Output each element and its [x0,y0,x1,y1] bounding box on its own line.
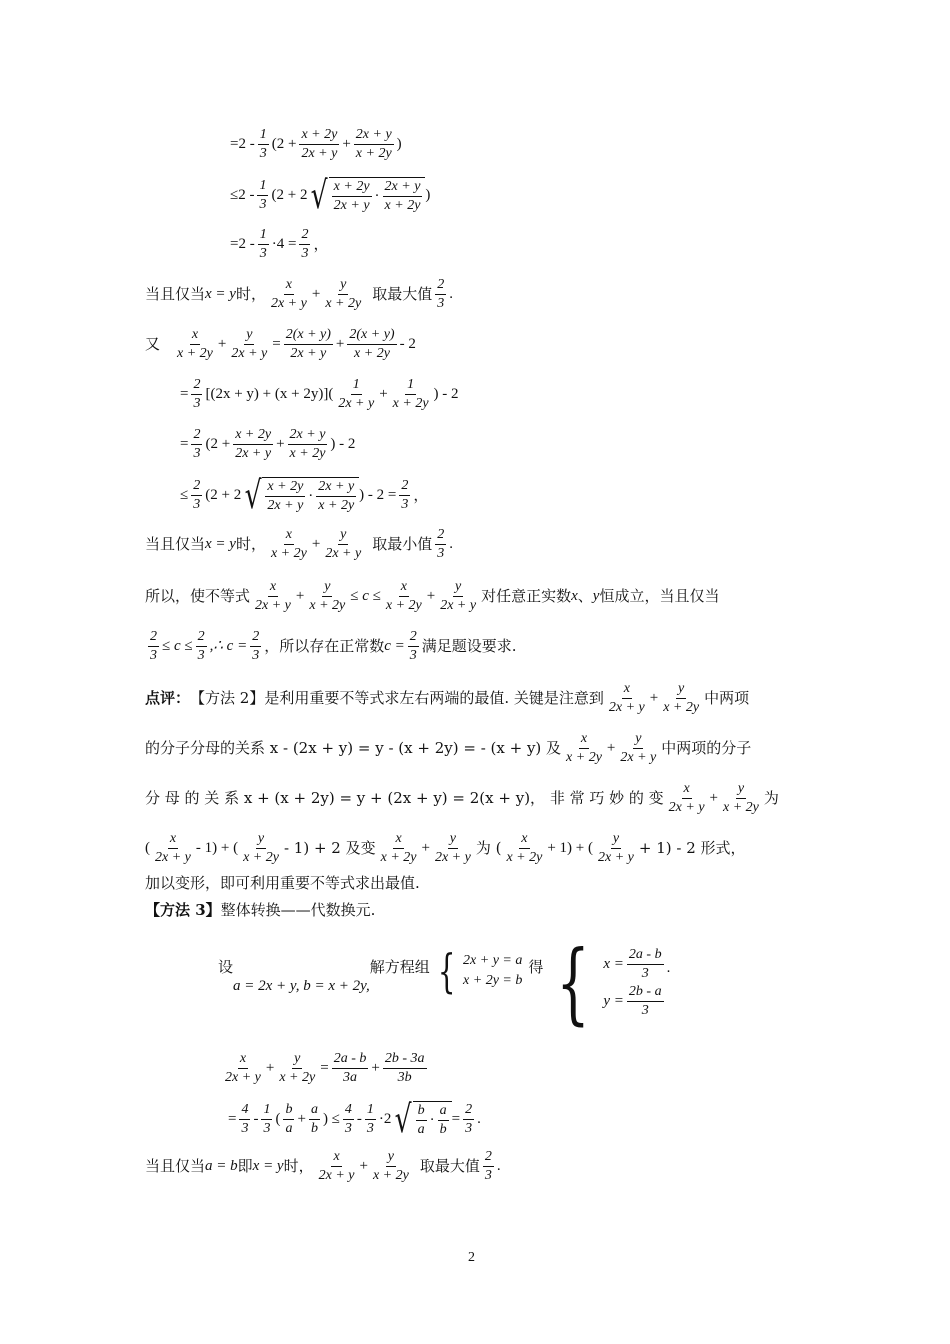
fraction: $\frac{x}{2x + y}$ [155,831,191,865]
fraction: $\frac{2a - b}{3a}$ [333,1051,367,1085]
math: ,∴ c = [209,638,248,654]
text: 当且仅当 [145,1157,206,1175]
eq-text: ·2 [378,1110,392,1127]
text: . [477,1110,481,1127]
text: + 1) - 2 形式， [638,839,746,857]
math: x = y [252,1158,284,1174]
sqrt-sign: √ [311,173,329,217]
fraction: $\frac{1}{2x + y}$ [338,377,375,411]
fraction: $\frac{x + 2y}{2x + y}$ [301,127,338,161]
sqrt: √ $\frac{x + 2y}{2x + y}$ · $\frac{2x + y}{x + 2y}$ [241,476,359,514]
eq-text: ， [313,235,329,253]
plus: + [379,386,388,402]
text: . [449,286,453,302]
plus: + [709,790,719,806]
fraction: $\frac{2(x + y)}{2x + y}$ [285,327,331,361]
fraction: $\frac{x}{x + 2y}$ [270,527,307,561]
fraction: $\frac{2x + y}{x + 2y}$ [318,479,355,513]
text: 当且仅当 [145,285,206,303]
fraction: $\frac{y}{2x + y}$ [440,579,477,613]
text: ( [145,840,150,856]
fraction: $\frac{x}{2x + y}$ [318,1149,355,1183]
plus: + [295,588,305,604]
eq-prefix: =2 - [230,236,255,252]
math: ≤ c ≤ [350,588,381,604]
plus: + [371,1060,380,1076]
math: x = y [205,286,236,302]
fraction: $\frac{a}{b}$ [439,1103,447,1137]
condition-line-2 [145,528,453,561]
text: 时， [235,285,266,303]
text: 取最大值 [419,1157,480,1175]
text: ，所以存在正常数 [264,637,385,655]
plus: + [606,740,616,756]
fraction: $\frac{2a - b}{3}$ [628,947,662,981]
equals: = [272,336,281,352]
solution-system [543,931,671,1034]
comment-label: 点评： [145,689,191,707]
fraction: $\frac{1}{3}$ [259,227,267,261]
fraction: $\frac{y}{x + 2y}$ [723,781,759,815]
fraction: $\frac{1}{3}$ [259,127,267,161]
fraction: $\frac{x + 2y}{2x + y}$ [267,479,304,513]
fraction: $\frac{x}{x + 2y}$ [385,579,422,613]
fraction: $\frac{x + 2y}{2x + y}$ [333,179,370,213]
fraction: $\frac{2x + y}{x + 2y}$ [289,427,326,461]
text: 所以，使不等式 [145,587,251,605]
fraction: $\frac{1}{3}$ [263,1101,271,1136]
system-row: 2x + y = a [463,953,523,968]
text: 当且仅当 [145,535,206,553]
plus: + [649,690,659,706]
math: a = b [205,1158,238,1174]
brace: { [437,944,456,998]
eq-text: (2 + [271,136,297,152]
fraction: $\frac{2}{3}$ [150,629,157,663]
fraction: $\frac{2}{3}$ [437,277,445,311]
text: . [666,960,671,976]
fraction: $\frac{y}{x + 2y}$ [372,1149,409,1183]
fraction: $\frac{1}{x + 2y}$ [392,377,429,411]
fraction: $\frac{x}{x + 2y}$ [177,327,213,361]
conclusion-line-1 [145,580,719,613]
fraction: $\frac{x}{2x + y}$ [668,781,705,815]
fraction: $\frac{x}{2x + y}$ [270,277,307,311]
text: 得 [528,958,544,976]
eq-prefix: ≤2 - [230,186,255,203]
comment-line-3 [145,782,779,815]
fraction: $\frac{x}{x + 2y}$ [506,831,543,865]
fraction: $\frac{2x + y}{x + 2y}$ [384,179,421,213]
sqrt-sign: √ [395,1097,413,1141]
text: 时， [235,535,266,553]
plus: + [335,336,345,352]
le: ≤ [180,486,189,503]
sqrt: √ $\frac{x + 2y}{2x + y}$ · $\frac{2x + y}{x + 2y}$ [307,176,425,214]
fraction: $\frac{b}{a}$ [285,1101,293,1136]
fraction: $\frac{y}{x + 2y}$ [309,579,346,613]
math: x [571,588,578,604]
fraction: $\frac{y}{x + 2y}$ [243,831,279,865]
eq-text: (2 + 2 [271,186,308,203]
fraction: $\frac{2b - a}{3}$ [628,984,662,1018]
text: 对任意正实数 [481,587,572,605]
math: ≤ c ≤ [162,638,193,654]
plus: + [359,1158,368,1174]
fraction: $\frac{2}{3}$ [193,427,201,461]
plus: + [265,1060,275,1076]
eq-text: ) [396,136,402,152]
equation-line-3 [230,228,328,261]
fraction: $\frac{y}{2x + y}$ [598,831,634,865]
text: 取最小值 [372,535,433,553]
text: 设 [218,958,234,976]
eq-text: ) - 2 [330,436,356,452]
fraction: $\frac{2(x + y)}{x + 2y}$ [349,327,395,361]
text: . [496,1158,501,1174]
equals: = [228,1110,237,1127]
eq-text: [(2x + y) + (x + 2y)]( [205,386,334,402]
fraction: $\frac{2}{3}$ [465,1101,473,1136]
math: y [592,588,600,604]
plus: + [311,536,321,552]
equation-line-you [145,328,416,361]
fraction: $\frac{x}{2x + y}$ [608,681,645,715]
text: 满足题设要求. [421,637,517,655]
method3-label: 【方法 3】 [145,901,221,919]
fraction: $\frac{a}{b}$ [310,1101,318,1136]
page-number: 2 [468,1250,475,1265]
fraction: $\frac{x}{x + 2y}$ [380,831,417,865]
equation-line-8 [180,473,429,517]
fraction: $\frac{x}{x + 2y}$ [566,731,602,765]
sqrt-sign: √ [244,473,262,517]
fraction: $\frac{x}{2x + y}$ [225,1051,261,1085]
eq-text: ) [425,186,431,203]
method3-equation-2 [228,1097,481,1141]
equals: = [180,436,189,452]
minus: - [253,1110,259,1127]
fraction: $\frac{2}{3}$ [193,377,201,411]
text: 的分子分母的关系 x - (2x + y) = y - (x + 2y) = - (x + y) 及 [145,739,562,757]
fraction: $\frac{2b - 3a}{3b}$ [384,1051,425,1085]
paren: ( [275,1110,281,1127]
text: 恒成立，当且仅当 [599,587,720,605]
text: 为 [763,789,779,807]
equation-line-7 [180,428,355,461]
substitution-line [218,931,671,1034]
eq-text: ) - 2 = [359,486,397,503]
text: . [449,536,453,552]
text: - 1) + 2 及变 [283,839,376,857]
fraction: $\frac{1}{3}$ [366,1101,374,1136]
equation-system [430,944,523,998]
eq-text: ) - 2 [433,386,459,402]
condition-line-1 [145,278,453,311]
fraction: $\frac{x}{2x + y}$ [255,579,291,613]
conclusion-line-2 [145,630,517,663]
eq-text: (2 + [205,436,231,452]
math: a = 2x + y, b = x + 2y, [233,977,370,994]
comment-line-5 [145,876,420,891]
plus: + [217,336,227,352]
fraction: $\frac{y}{x + 2y}$ [279,1051,316,1085]
text: 、 [577,587,593,605]
text: 解方程组 [369,958,430,976]
plus: + [311,286,321,302]
sqrt: √ $\frac{b}{a}$ · $\frac{a}{b}$ [391,1100,451,1138]
comment-line-1 [145,682,749,715]
plus: + [276,436,285,452]
text: 取最大值 [372,285,433,303]
fraction: $\frac{2}{3}$ [252,629,260,663]
plus: + [297,1110,306,1127]
plus: + [426,588,436,604]
text: - 1) + ( [195,840,239,856]
text: + 1) + ( [547,840,593,856]
math: x = y [205,536,236,552]
fraction: $\frac{y}{2x + y}$ [231,327,268,361]
fraction: $\frac{1}{3}$ [259,177,267,212]
fraction: $\frac{y}{2x + y}$ [434,831,471,865]
fraction: $\frac{2}{3}$ [193,477,201,512]
text: 分 母 的 关 系 x + (x + 2y) = y + (2x + y) = 2(x + y)， 非 常 巧 妙 的 变 [145,789,664,807]
fraction: $\frac{2}{3}$ [437,527,445,561]
text: 整体转换——代数换元. [220,901,376,919]
equals: = [320,1060,329,1076]
eq-text: - 2 [399,336,416,352]
text: 又 [145,335,161,353]
fraction: $\frac{2}{3}$ [484,1149,492,1183]
equation-line-1 [230,128,402,161]
brace: { [556,931,591,1034]
eq-prefix: =2 - [230,136,255,152]
equation-line-6 [180,378,459,411]
equals: = [451,1110,461,1127]
eq-text: ) ≤ [322,1110,340,1127]
system-row: x + 2y = b [463,973,523,988]
final-condition-line [145,1150,501,1183]
fraction: $\frac{2}{3}$ [409,629,417,663]
fraction: $\frac{y}{2x + y}$ [620,731,657,765]
fraction: $\frac{2}{3}$ [197,629,205,663]
fraction: $\frac{y}{2x + y}$ [325,527,362,561]
plus: + [342,136,351,152]
text: 【方法 2】是利用重要不等式求左右两端的最值. 关键是注意到 [190,689,604,707]
fraction: $\frac{x + 2y}{2x + y}$ [235,427,272,461]
math: y = [603,993,624,1009]
fraction: $\frac{2}{3}$ [301,227,309,261]
text: 即 [237,1157,253,1175]
fraction: $\frac{2}{3}$ [401,477,409,512]
method3-heading [145,903,375,918]
eq-text: (2 + 2 [205,486,242,503]
text: ， [413,485,429,504]
text: 为 ( [475,839,502,857]
equals: = [180,386,189,402]
fraction: $\frac{4}{3}$ [241,1101,249,1136]
method3-equation-1 [220,1052,430,1085]
text: 加以变形，即可利用重要不等式求出最值. [145,874,420,892]
text: 时， [283,1157,314,1175]
eq-text: ·4 = [271,236,297,252]
equation-line-2 [230,173,431,217]
fraction: $\frac{y}{x + 2y}$ [663,681,700,715]
plus: + [421,840,430,856]
fraction: $\frac{b}{a}$ [417,1103,425,1137]
fraction: $\frac{4}{3}$ [344,1101,352,1136]
minus: - [356,1110,362,1127]
text: 中两项 [704,689,750,707]
text: 中两项的分子 [661,739,752,757]
comment-line-2 [145,732,751,765]
math: c = [384,638,405,654]
fraction: $\frac{y}{x + 2y}$ [325,277,362,311]
math: x = [603,956,624,972]
comment-line-4 [145,832,746,865]
fraction: $\frac{2x + y}{x + 2y}$ [355,127,392,161]
